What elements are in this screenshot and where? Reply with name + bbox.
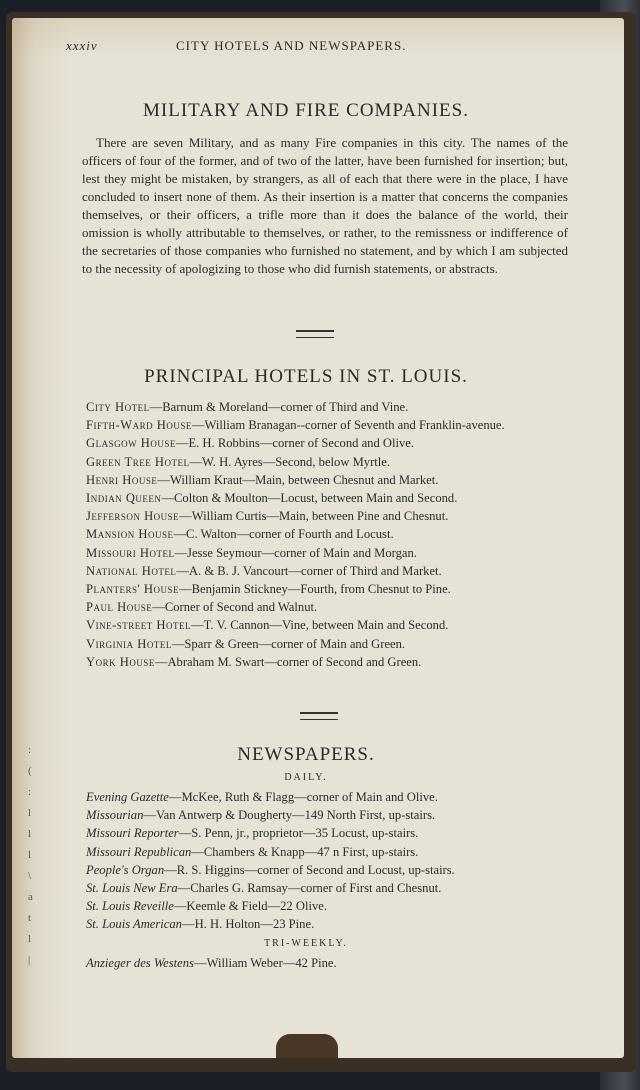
section-divider: [300, 712, 338, 720]
hotel-name: Jefferson House: [86, 509, 180, 524]
hotels-title: PRINCIPAL HOTELS IN ST. LOUIS.: [144, 366, 468, 387]
list-item: [86, 861, 576, 879]
list-item: [86, 525, 576, 543]
list-item: [86, 879, 576, 897]
hotel-name: Henri House: [86, 472, 158, 487]
newspapers-title: NEWSPAPERS.: [237, 744, 375, 765]
list-item: [86, 598, 576, 616]
list-item: [86, 915, 576, 933]
newspaper-desc: —Keemle & Field—22 Olive.: [173, 899, 327, 914]
daily-label: DAILY.: [284, 772, 328, 783]
hotel-desc: —T. V. Cannon—Vine, between Main and Second.: [191, 618, 449, 633]
hotel-name: Mansion House: [86, 527, 174, 542]
section-divider: [296, 330, 334, 338]
hotel-desc: —A. & B. J. Vancourt—corner of Third and Market.: [176, 563, 442, 578]
newspaper-name: St. Louis American: [86, 917, 182, 932]
list-item: [86, 843, 576, 861]
hotel-name: Virginia Hotel: [86, 636, 172, 651]
list-item: [86, 788, 576, 806]
list-item: [86, 471, 576, 489]
military-title: MILITARY AND FIRE COMPANIES.: [143, 100, 469, 121]
newspaper-desc: —William Weber—42 Pine.: [193, 956, 337, 970]
hotel-name: City Hotel: [86, 400, 150, 414]
newspaper-desc: —R. S. Higgins—corner of Second and Locust, up-stairs.: [164, 862, 455, 877]
hotel-name: Green Tree Hotel: [86, 454, 190, 469]
hotel-desc: —C. Walton—corner of Fourth and Locust.: [173, 527, 394, 542]
hotel-desc: —E. H. Robbins—corner of Second and Olive.: [175, 436, 415, 451]
newspaper-desc: —Charles G. Ramsay—corner of First and Chesnut.: [177, 881, 442, 896]
hotel-name: Indian Queen: [86, 491, 162, 506]
hotel-desc: —William Kraut—Main, between Chesnut and Market.: [157, 472, 439, 487]
list-item: [86, 434, 576, 452]
newspaper-name: People's Organ: [86, 862, 165, 877]
triweekly-newspapers-list: [86, 954, 576, 972]
hotel-desc: —Sparr & Green—corner of Main and Green.: [171, 636, 406, 651]
hotels-list: [86, 398, 576, 671]
hotel-name: Vine-street Hotel: [86, 618, 192, 633]
newspaper-desc: —McKee, Ruth & Flagg—corner of Main and Olive.: [168, 790, 438, 804]
list-item: [86, 562, 576, 580]
hotel-name: Planters' House: [86, 582, 180, 597]
hotel-desc: —Jesse Seymour—corner of Main and Morgan.: [174, 545, 417, 560]
list-item: [86, 824, 576, 842]
triweekly-label: TRI-WEEKLY.: [264, 938, 348, 949]
running-title: CITY HOTELS AND NEWSPAPERS.: [176, 38, 407, 53]
hotel-desc: —Abraham M. Swart—corner of Second and Green.: [154, 654, 422, 669]
list-item: [86, 806, 576, 824]
list-item: [86, 635, 576, 653]
newspaper-desc: —Van Antwerp & Dougherty—149 North First, up-stairs.: [143, 808, 436, 823]
newspaper-desc: —H. H. Holton—23 Pine.: [181, 917, 315, 932]
newspaper-name: Missouri Republican: [86, 844, 192, 859]
newspaper-name: St. Louis New Era: [86, 881, 178, 896]
hotel-name: Missouri Hotel: [86, 545, 175, 560]
hotel-desc: —Benjamin Stickney—Fourth, from Chesnut to Pine.: [179, 582, 451, 597]
list-item: [86, 653, 576, 671]
list-item: [86, 897, 576, 915]
newspaper-name: Missourian: [86, 808, 144, 823]
margin-marks: : ( : l l l \ a t l |: [28, 744, 33, 966]
hotel-name: Fifth-Ward House: [86, 418, 192, 433]
list-item: [86, 580, 576, 598]
hotel-desc: —W. H. Ayres—Second, below Myrtle.: [189, 454, 391, 469]
newspaper-name: Missouri Reporter: [86, 826, 179, 841]
list-item: [86, 453, 576, 471]
daily-newspapers-list: [86, 788, 576, 934]
newspaper-name: Anzieger des Westens: [86, 956, 194, 970]
list-item: [86, 398, 576, 416]
hotel-desc: —William Curtis—Main, between Pine and Chesnut.: [179, 509, 449, 524]
list-item: [86, 544, 576, 562]
hotel-desc: —Corner of Second and Walnut.: [152, 600, 318, 615]
hotel-name: National Hotel: [86, 563, 177, 578]
hotel-desc: —William Branagan--corner of Seventh and Franklin-avenue.: [191, 418, 505, 433]
newspaper-desc: —S. Penn, jr., proprietor—35 Locust, up-stairs.: [178, 826, 419, 841]
hotel-name: Glasgow House: [86, 436, 176, 451]
hotel-desc: —Colton & Moulton—Locust, between Main and Second.: [161, 491, 458, 506]
hotel-name: Paul House: [86, 600, 153, 615]
list-item: [86, 954, 576, 972]
hotel-name: York House: [86, 654, 155, 669]
list-item: [86, 507, 576, 525]
newspaper-desc: —Chambers & Knapp—47 n First, up-stairs.: [191, 844, 419, 859]
newspaper-name: St. Louis Reveille: [86, 899, 174, 914]
page-bottom-tab: [276, 1034, 338, 1058]
military-paragraph: There are seven Military, and as many Fire companies in this city. The names of the officers of four of the former, and of two of the latter, have been furnished for insertion; but, lest they might be mistaken, by strangers, as all of each that there were in the place, I have concluded to insert none of them. As their insertion is a matter that concerns the companies themselves, or their officers, a trifle more than it does the balance of the world, their omission is wholly attributable to themselves, or rather, to the remissness or indifference of the secretaries of those companies who furnished no statement, and by which I am subjected to the necessity of apologizing to those who did furnish statements, or abstracts.: [82, 135, 568, 276]
list-item: [86, 616, 576, 634]
list-item: [86, 416, 576, 434]
newspaper-name: Evening Gazette: [86, 790, 169, 804]
list-item: [86, 489, 576, 507]
hotel-desc: —Barnum & Moreland—corner of Third and Vine.: [149, 400, 409, 414]
page-number: xxxiv: [66, 38, 98, 53]
